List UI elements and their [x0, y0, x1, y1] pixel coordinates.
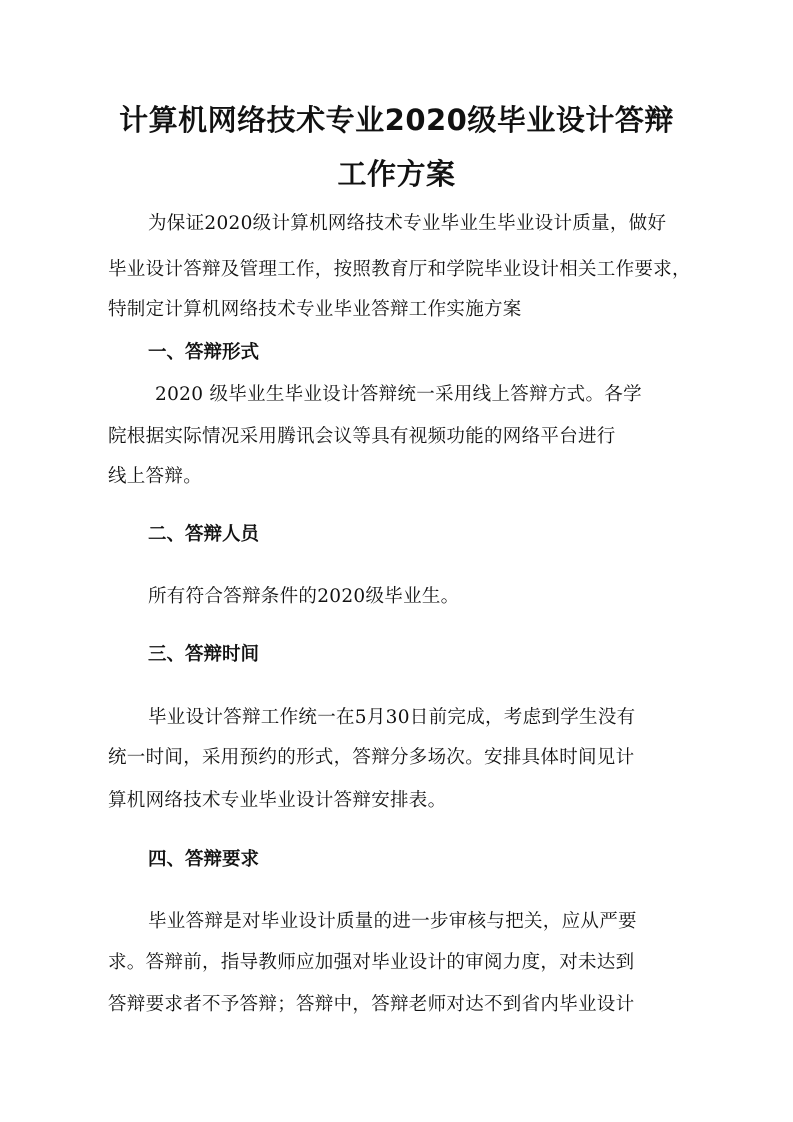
section-form-line-2: 院根据实际情况采用腾讯会议等具有视频功能的网络平台进行 — [108, 426, 616, 447]
document-title-line-1: 计算机网络技术专业2020级毕业设计答辩 — [119, 103, 674, 137]
section-heading-people: 二、答辩人员 — [148, 524, 260, 545]
section-people-line-1: 所有符合答辩条件的2020级毕业生。 — [148, 586, 460, 607]
intro-line-1: 为保证2020级计算机网络技术专业毕业生毕业设计质量，做好 — [148, 213, 667, 234]
section-requirements-line-2: 求。答辩前，指导教师应加强对毕业设计的审阅力度，对未达到 — [108, 952, 635, 973]
section-time-line-3: 算机网络技术专业毕业设计答辩安排表。 — [108, 790, 447, 811]
intro-line-3: 特制定计算机网络技术专业毕业答辩工作实施方案 — [108, 299, 522, 320]
section-heading-time: 三、答辩时间 — [148, 644, 260, 665]
section-form-line-3: 线上答辩。 — [108, 466, 203, 487]
intro-line-2: 毕业设计答辩及管理工作，按照教育厅和学院毕业设计相关工作要求， — [108, 259, 691, 280]
section-time-line-1: 毕业设计答辩工作统一在5月30日前完成，考虑到学生没有 — [148, 707, 636, 728]
section-form-line-1: 2020 级毕业生毕业设计答辩统一采用线上答辩方式。各学 — [155, 384, 642, 405]
section-heading-requirements: 四、答辩要求 — [148, 849, 260, 870]
section-heading-form: 一、答辩形式 — [148, 342, 260, 363]
section-time-line-2: 统一时间，采用预约的形式，答辩分多场次。安排具体时间见计 — [108, 747, 635, 768]
section-requirements-line-3: 答辩要求者不予答辩；答辩中，答辩老师对达不到省内毕业设计 — [108, 994, 635, 1015]
document-title-line-2: 工作方案 — [337, 157, 456, 191]
section-requirements-line-1: 毕业答辩是对毕业设计质量的进一步审核与把关，应从严要 — [148, 911, 637, 932]
